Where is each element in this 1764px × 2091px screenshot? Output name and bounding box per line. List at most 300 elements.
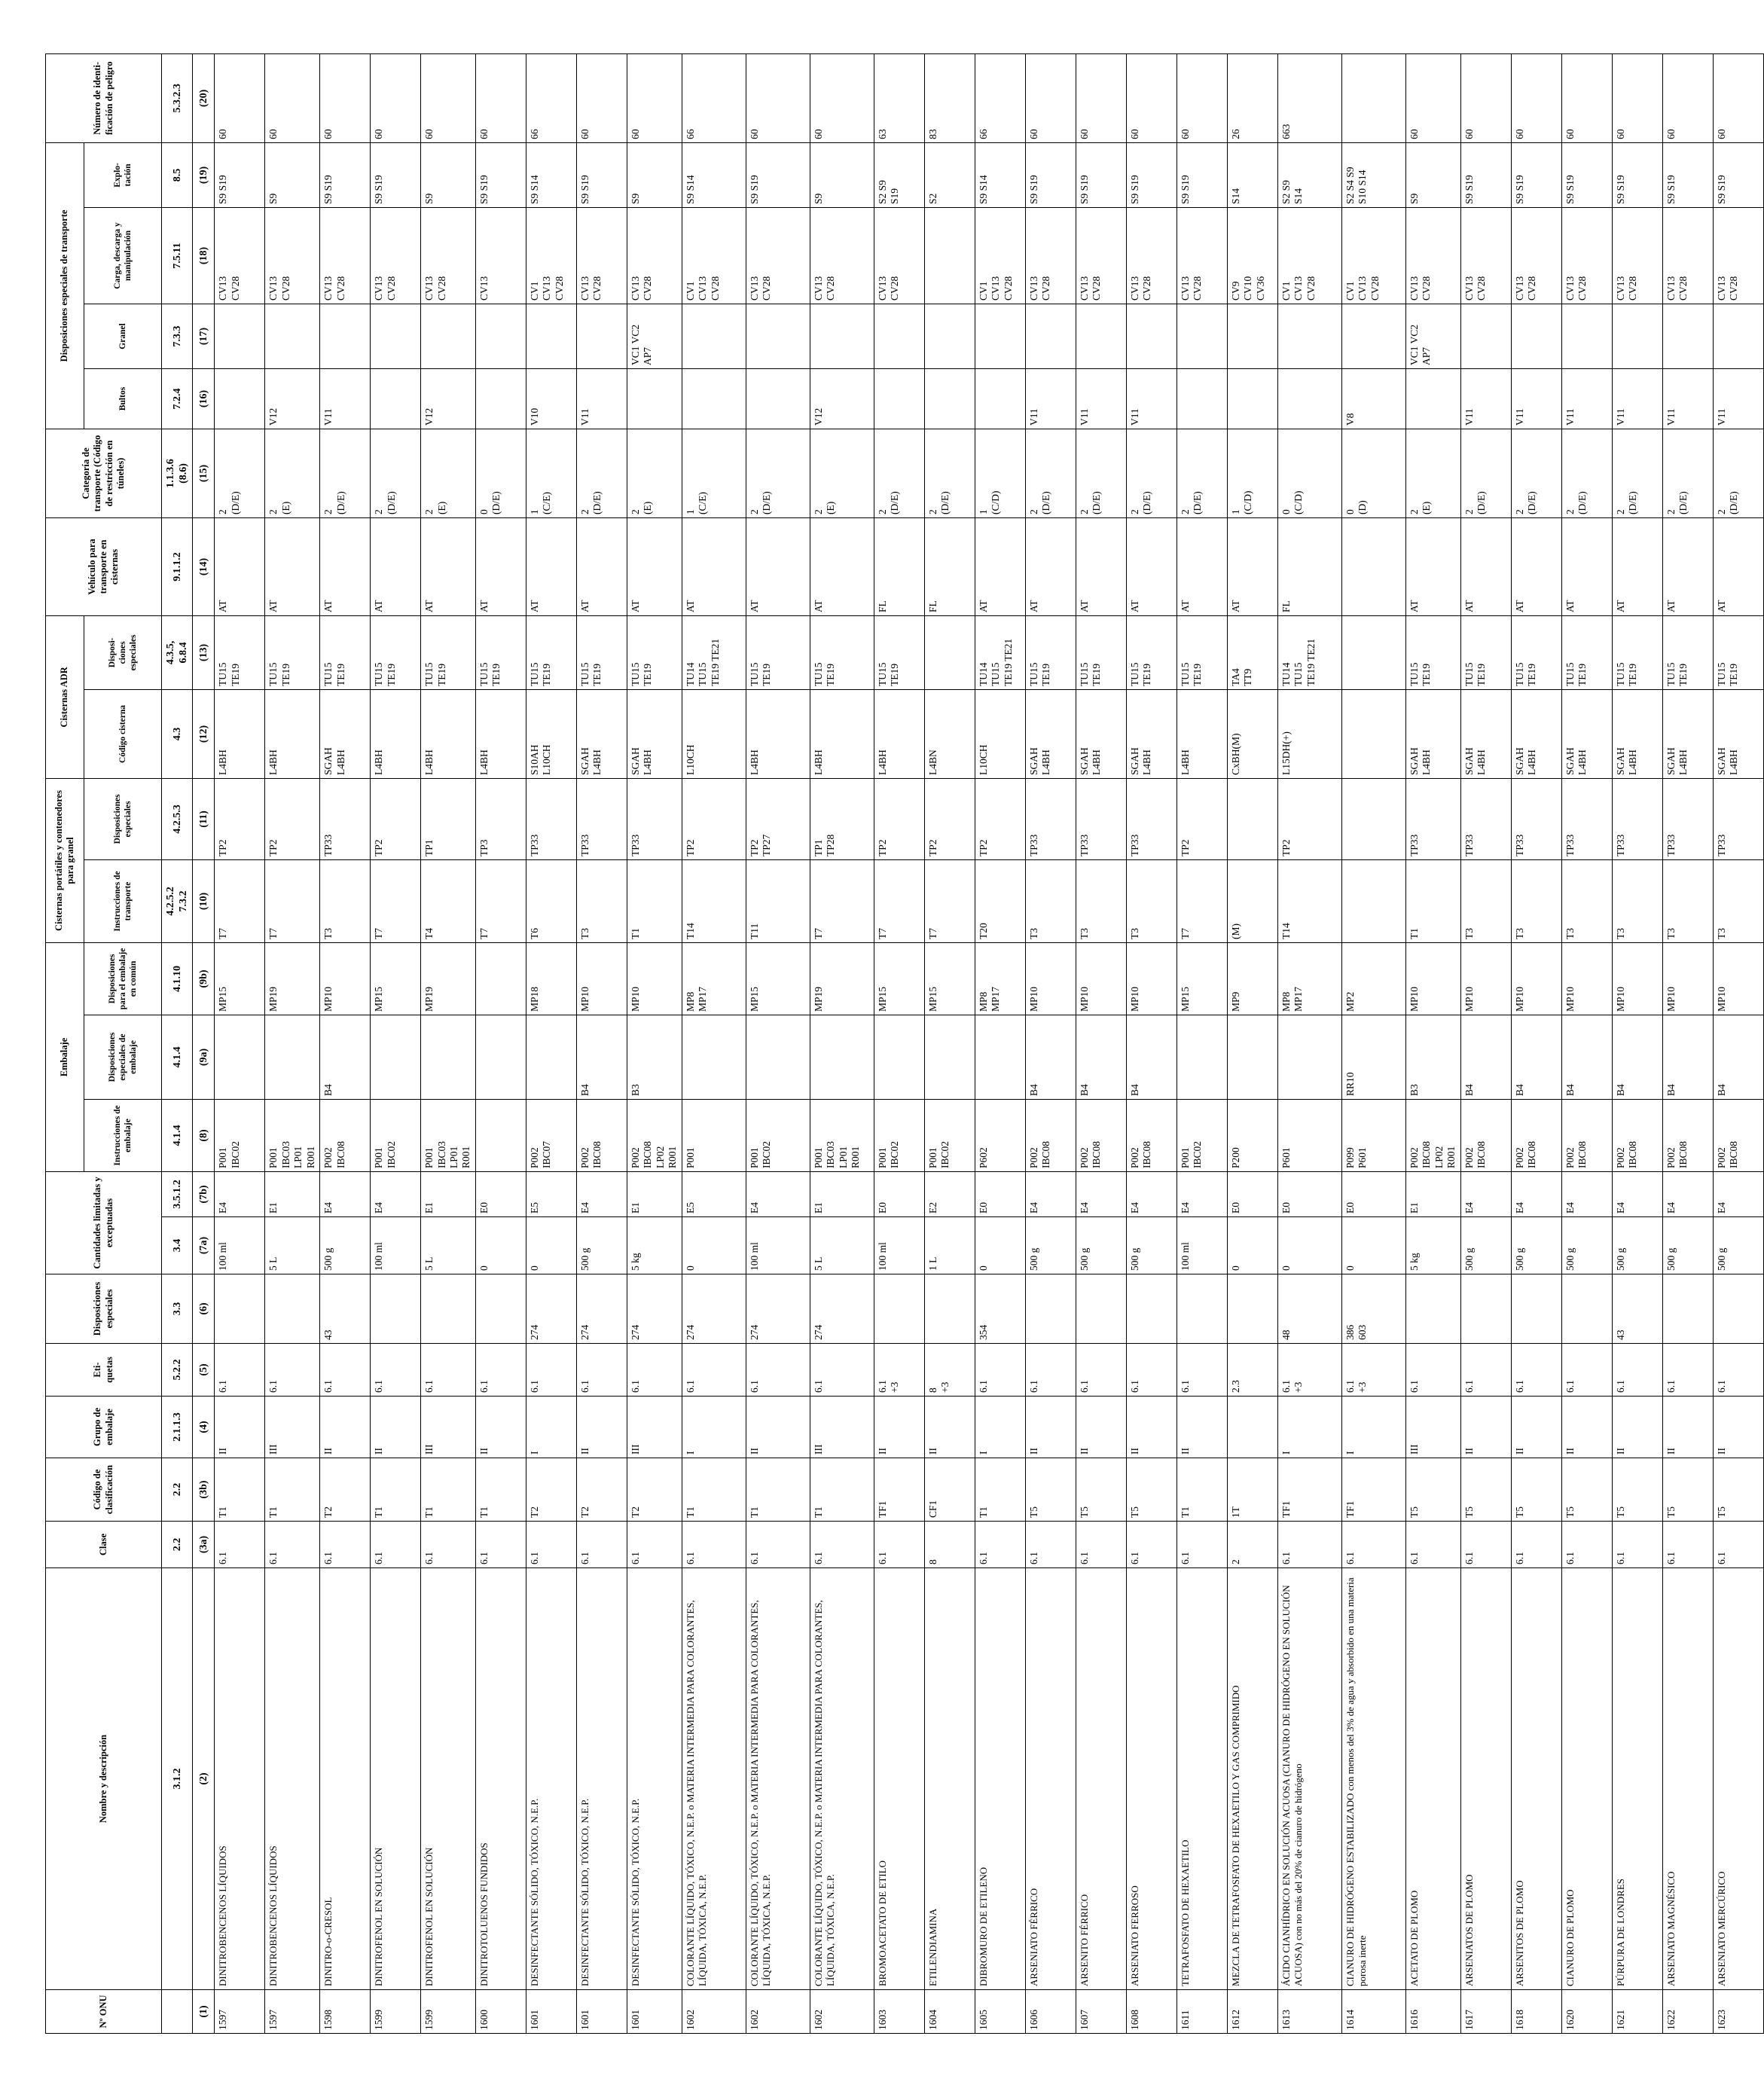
table-body [215,53,1764,2033]
table-cell: 386 603 [1341,1274,1405,1344]
table-cell [1227,1015,1277,1100]
header-granel: Granel [84,304,162,368]
table-cell: T3 [576,859,627,942]
table-row [320,53,371,2033]
table-cell [1341,689,1405,778]
table-cell: S9 S19 [1511,142,1561,207]
table-cell: E4 [1460,1172,1511,1217]
table-cell: T1 [627,859,682,942]
column-number-cell: (12) [193,689,215,778]
table-cell: FL [874,517,924,615]
table-cell: S9 [627,142,682,207]
table-row [746,53,810,2033]
reference-cell: 5.3.2.3 [162,53,193,142]
table-cell: 2 (D/E) [371,429,421,517]
reference-cell: 7.5.11 [162,207,193,304]
un-number-cell: 1598 [320,1990,371,2034]
table-cell: T6 [526,859,576,942]
table-cell: P200 [1227,1100,1277,1172]
table-cell: V11 [1025,368,1076,429]
table-cell: MP10 [1126,942,1177,1015]
table-cell: AT [627,517,682,615]
reference-cell: 3.1.2 [162,1568,193,1990]
table-cell: S9 [810,142,874,207]
table-cell: TA4 TT9 [1227,615,1277,689]
substance-name-cell: DINITROFENOL EN SOLUCIÓN [421,1568,476,1990]
un-number-cell: 1605 [975,1990,1025,2034]
table-cell: TU15 TE19 [526,615,576,689]
table-cell: V11 [1713,368,1763,429]
table-cell: 2 (D/E) [215,429,265,517]
table-cell: P602 [975,1100,1025,1172]
table-cell: E4 [1126,1172,1177,1217]
table-cell: SGAH L4BH [320,689,371,778]
table-cell [265,304,320,368]
table-cell: TU15 TE19 [320,615,371,689]
table-cell: S9 S14 [682,142,746,207]
table-cell: L4BN [924,689,975,778]
table-cell [924,1274,975,1344]
table-cell [810,304,874,368]
table-cell: 0 (C/D) [1277,429,1341,517]
column-number-cell: (11) [193,778,215,859]
table-cell: S9 [421,142,476,207]
table-cell: E0 [874,1172,924,1217]
table-cell: 1 L [924,1217,975,1274]
table-cell: 60 [746,53,810,142]
table-cell: CV13 CV28 [1025,207,1076,304]
table-cell: P001 IBC02 [215,1100,265,1172]
table-cell: L4BH [810,689,874,778]
reference-cell: 7.2.4 [162,368,193,429]
reference-cell: 5.2.2 [162,1344,193,1397]
table-cell: T3 [1612,859,1662,942]
table-cell: CV13 CV28 [746,207,810,304]
table-cell: 1 (C/D) [1227,429,1277,517]
table-cell: 66 [682,53,746,142]
table-cell: AT [576,517,627,615]
substance-name-cell: DINITROTOLUENOS FUNDIDOS [475,1568,526,1990]
table-row [265,53,320,2033]
table-cell: T2 [627,1458,682,1522]
table-cell: 5 kg [627,1217,682,1274]
table-cell: TU15 TE19 [371,615,421,689]
table-cell: V12 [421,368,476,429]
table-cell: CV13 CV28 [1561,207,1612,304]
table-cell: CV13 [475,207,526,304]
table-cell: VC1 VC2 AP7 [1405,304,1460,368]
reference-cell: 1.1.3.6 (8.6) [162,429,193,517]
un-number-cell: 1600 [475,1990,526,2034]
table-cell: P001 IBC02 [874,1100,924,1172]
table-cell: II [1713,1397,1763,1458]
table-cell: TP33 [1511,778,1561,859]
table-row [421,53,476,2033]
table-cell: S2 S9 S14 [1277,142,1341,207]
table-cell: T5 [1713,1458,1763,1522]
table-cell: S9 S19 [1662,142,1713,207]
table-cell: FL [1277,517,1341,615]
table-cell: T5 [1076,1458,1126,1522]
table-cell: V11 [1511,368,1561,429]
substance-name-cell: ARSENIATO MAGNÉSICO [1662,1568,1713,1990]
table-cell: T5 [1511,1458,1561,1522]
table-cell: 48 [1277,1274,1341,1344]
table-cell: 60 [371,53,421,142]
un-number-cell: 1603 [874,1990,924,2034]
table-cell [475,1015,526,1100]
table-cell: SGAH L4BH [1460,689,1511,778]
table-cell: MP10 [1612,942,1662,1015]
table-cell: 6.1 [627,1344,682,1397]
table-cell: SGAH L4BH [1662,689,1713,778]
table-cell: 500 g [1126,1217,1177,1274]
table-cell: S9 S19 [1126,142,1177,207]
table-cell: 6.1 [810,1522,874,1568]
table-cell: 60 [576,53,627,142]
table-cell [475,942,526,1015]
table-cell: 500 g [576,1217,627,1274]
table-cell: 6.1 [1277,1522,1341,1568]
table-cell: E4 [1177,1172,1227,1217]
table-cell: MP8 MP17 [1277,942,1341,1015]
table-cell: 100 ml [1177,1217,1227,1274]
table-cell: S9 S19 [371,142,421,207]
table-cell [1662,304,1713,368]
table-cell [1277,1015,1341,1100]
table-cell [975,1015,1025,1100]
table-cell: MP10 [1713,942,1763,1015]
table-cell: B4 [1460,1015,1511,1100]
table-cell [421,1015,476,1100]
table-cell [1177,368,1227,429]
table-cell: 2 (E) [810,429,874,517]
table-cell: P002 IBC08 LP02 R001 [1405,1100,1460,1172]
table-cell: III [810,1397,874,1458]
table-cell: TP33 [1460,778,1511,859]
substance-name-cell: ACETATO DE PLOMO [1405,1568,1460,1990]
substance-name-cell: DINITROBENCENOS LÍQUIDOS [215,1568,265,1990]
table-cell: S9 S19 [1076,142,1126,207]
table-cell: CV1 CV13 CV28 [1341,207,1405,304]
table-cell: B4 [576,1015,627,1100]
table-cell: S2 S9 S19 [874,142,924,207]
table-cell: TP1 [421,778,476,859]
substance-name-cell: CIANURO DE PLOMO [1561,1568,1612,1990]
column-number-cell: (17) [193,304,215,368]
table-cell: AT [1227,517,1277,615]
header-packing-instructions: Instrucciones de embalaje [84,1100,162,1172]
table-cell: MP18 [526,942,576,1015]
table-cell: 500 g [1460,1217,1511,1274]
table-cell: 6.1 [1177,1344,1227,1397]
un-number-cell: 1614 [1341,1990,1405,2034]
table-cell: MP8 MP17 [682,942,746,1015]
table-cell: L4BH [874,689,924,778]
table-cell: TP33 [320,778,371,859]
table-cell [1277,304,1341,368]
table-cell: B4 [1713,1015,1763,1100]
table-cell: 2 (D/E) [1126,429,1177,517]
table-cell: II [576,1397,627,1458]
table-cell [320,304,371,368]
table-cell: 0 [682,1217,746,1274]
un-number-cell: 1604 [924,1990,975,2034]
table-row [682,53,746,2033]
table-cell [1227,304,1277,368]
table-cell [1405,368,1460,429]
column-number-cell: (4) [193,1397,215,1458]
table-cell: T7 [1177,859,1227,942]
table-cell: E4 [215,1172,265,1217]
table-cell: P002 IBC07 [526,1100,576,1172]
reference-cell [162,1990,193,2034]
table-cell: AT [526,517,576,615]
table-row [1713,53,1763,2033]
table-cell: B4 [1561,1015,1612,1100]
table-cell: CV13 CV28 [215,207,265,304]
table-cell: 274 [746,1274,810,1344]
table-cell: CV9 CV10 CV36 [1227,207,1277,304]
header-hazard-id: Número de identi- ficación de peligro [46,53,162,142]
table-cell: 5 L [810,1217,874,1274]
table-cell: T7 [371,859,421,942]
table-cell: 500 g [320,1217,371,1274]
table-cell: TU15 TE19 [1025,615,1076,689]
table-cell: 2 [1227,1522,1277,1568]
table-cell: 6.1 [810,1344,874,1397]
table-cell: AT [421,517,476,615]
table-cell: MP19 [810,942,874,1015]
table-cell: 6.1 [874,1522,924,1568]
table-cell [924,368,975,429]
table-cell: 0 [1277,1217,1341,1274]
table-cell: P001 IBC02 [1177,1100,1227,1172]
table-cell: P001 IBC03 LP01 R001 [421,1100,476,1172]
table-cell: T5 [1662,1458,1713,1522]
table-cell [215,368,265,429]
table-cell: E0 [1277,1172,1341,1217]
table-cell: E4 [1561,1172,1612,1217]
table-cell: AT [1561,517,1612,615]
table-cell: VC1 VC2 AP7 [627,304,682,368]
table-cell: 274 [682,1274,746,1344]
table-cell: MP15 [746,942,810,1015]
table-cell: 6.1 [1460,1522,1511,1568]
table-cell: 274 [526,1274,576,1344]
table-cell: II [1126,1397,1177,1458]
table-cell: V11 [1460,368,1511,429]
column-number-cell: (15) [193,429,215,517]
table-cell: T3 [1713,859,1763,942]
table-cell: CV13 CV28 [810,207,874,304]
table-cell: T1 [975,1458,1025,1522]
table-cell [1341,778,1405,859]
table-cell: 6.1 [1076,1344,1126,1397]
table-cell [627,368,682,429]
table-cell: TU15 TE19 [874,615,924,689]
dangerous-goods-table [45,53,1764,2034]
table-cell: CV13 CV28 [320,207,371,304]
table-cell: S9 S19 [475,142,526,207]
table-cell: 6.1 +3 [1277,1344,1341,1397]
table-cell: T2 [526,1458,576,1522]
table-cell: TU15 TE19 [576,615,627,689]
table-cell: 1 (C/E) [526,429,576,517]
reference-row [162,53,193,2033]
table-cell: TP33 [1662,778,1713,859]
table-cell: CV13 CV28 [1177,207,1227,304]
table-cell: CV1 CV13 CV28 [975,207,1025,304]
table-cell [1561,1274,1612,1344]
table-cell: TU15 TE19 [1405,615,1460,689]
table-cell: 6.1 [1405,1522,1460,1568]
table-cell [421,304,476,368]
reference-cell: 2.1.1.3 [162,1397,193,1458]
table-cell: 6.1 [682,1522,746,1568]
table-cell: 60 [1126,53,1177,142]
substance-name-cell: COLORANTE LÍQUIDO, TÓXICO, N.E.P. o MATERIA INTERMEDIA PARA COLORANTES, LÍQUIDA, TÓXICA, N.E.P. [746,1568,810,1990]
substance-name-cell: ETILENDIAMINA [924,1568,975,1990]
table-cell: MP15 [215,942,265,1015]
table-cell: MP9 [1227,942,1277,1015]
table-cell: II [1561,1397,1612,1458]
table-cell: T3 [1126,859,1177,942]
header-packaging: Embalaje [46,942,84,1171]
table-cell: 60 [627,53,682,142]
table-cell: B4 [1025,1015,1076,1100]
table-row [1561,53,1612,2033]
table-cell: (M) [1227,859,1277,942]
table-cell: 0 [475,1217,526,1274]
table-cell [1511,304,1561,368]
table-cell: AT [320,517,371,615]
un-number-cell: 1597 [215,1990,265,2034]
table-cell: 60 [1405,53,1460,142]
table-cell: 60 [421,53,476,142]
table-cell: S9 S19 [1713,142,1763,207]
table-cell: T2 [576,1458,627,1522]
table-cell [746,368,810,429]
table-cell [682,368,746,429]
substance-name-cell: BROMOACETATO DE ETILO [874,1568,924,1990]
header-mixed-packing: Disposiciones para el embalaje en común [84,942,162,1015]
table-cell: 83 [924,53,975,142]
table-cell: TP2 [924,778,975,859]
un-number-cell: 1618 [1511,1990,1561,2034]
substance-name-cell: ARSENIATO MERCÚRICO [1713,1568,1763,1990]
header-tank-instructions: Instrucciones de transporte [84,859,162,942]
table-cell: P099 P601 [1341,1100,1405,1172]
table-cell: 8 +3 [924,1344,975,1397]
table-cell: S2 S4 S9 S10 S14 [1341,142,1405,207]
table-cell [746,304,810,368]
substance-name-cell: COLORANTE LÍQUIDO, TÓXICO, N.E.P. o MATERIA INTERMEDIA PARA COLORANTES, LÍQUIDA, TÓXICA, N.E.P. [810,1568,874,1990]
table-cell: V11 [320,368,371,429]
table-cell: 2 (D/E) [746,429,810,517]
table-cell [265,1274,320,1344]
table-cell: III [627,1397,682,1458]
table-cell: S9 S19 [320,142,371,207]
table-cell [1405,1274,1460,1344]
table-cell: III [1405,1397,1460,1458]
table-cell: MP10 [1662,942,1713,1015]
table-cell: T7 [874,859,924,942]
table-cell: 274 [810,1274,874,1344]
table-cell: E4 [1511,1172,1561,1217]
table-cell: 6.1 [975,1522,1025,1568]
table-cell [475,1100,526,1172]
table-cell: II [1025,1397,1076,1458]
table-cell: TP33 [1405,778,1460,859]
table-cell: TP33 [1025,778,1076,859]
un-number-cell: 1601 [576,1990,627,2034]
table-cell: E4 [1025,1172,1076,1217]
table-cell: II [1076,1397,1126,1458]
table-cell: 6.1 [682,1344,746,1397]
column-number-cell: (8) [193,1100,215,1172]
table-cell: CV13 CV28 [1713,207,1763,304]
column-number-cell: (3b) [193,1458,215,1522]
table-cell: T3 [1460,859,1511,942]
table-cell: 6.1 [526,1344,576,1397]
table-cell: S9 S19 [1025,142,1076,207]
table-cell: P002 IBC08 [1025,1100,1076,1172]
table-cell [215,1015,265,1100]
table-cell: 500 g [1713,1217,1763,1274]
table-cell: 63 [874,53,924,142]
table-cell: 2 (D/E) [1076,429,1126,517]
table-cell: E4 [1076,1172,1126,1217]
header-special-transport: Disposiciones especiales de transporte [46,142,84,429]
table-cell: P002 IBC08 [320,1100,371,1172]
substance-name-cell: DIBROMURO DE ETILENO [975,1568,1025,1990]
table-cell: V11 [1076,368,1126,429]
table-cell: 100 ml [371,1217,421,1274]
header-carga: Carga, descarga y manipulación [84,207,162,304]
table-cell [371,1274,421,1344]
substance-name-cell: PÚRPURA DE LONDRES [1612,1568,1662,1990]
table-cell: MP10 [576,942,627,1015]
table-cell: CV13 CV28 [874,207,924,304]
substance-name-cell: DESINFECTANTE SÓLIDO, TÓXICO, N.E.P. [526,1568,576,1990]
reference-cell: 4.1.4 [162,1015,193,1100]
header-portable-tanks: Cisternas portátiles y contenedores para granel [46,778,84,942]
reference-cell: 3.3 [162,1274,193,1344]
table-cell: S9 S19 [746,142,810,207]
table-cell: 2 (D/E) [1025,429,1076,517]
table-cell: II [1612,1397,1662,1458]
table-row [1341,53,1405,2033]
table-cell: 2 (D/E) [1612,429,1662,517]
table-cell [421,1274,476,1344]
table-cell: 6.1 [215,1522,265,1568]
table-cell: TU15 TE19 [1511,615,1561,689]
table-cell: II [874,1397,924,1458]
table-cell: T14 [1277,859,1341,942]
table-cell: 2 (D/E) [1177,429,1227,517]
table-cell: CV13 CV28 [1460,207,1511,304]
table-cell: CV1 CV13 CV28 [682,207,746,304]
table-cell: L4BH [1177,689,1227,778]
table-cell: 60 [1460,53,1511,142]
table-cell: L4BH [371,689,421,778]
table-cell [682,1015,746,1100]
table-cell [1341,304,1405,368]
table-cell [1177,1015,1227,1100]
reference-cell: 4.2.5.3 [162,778,193,859]
table-cell: 6.1 [475,1344,526,1397]
